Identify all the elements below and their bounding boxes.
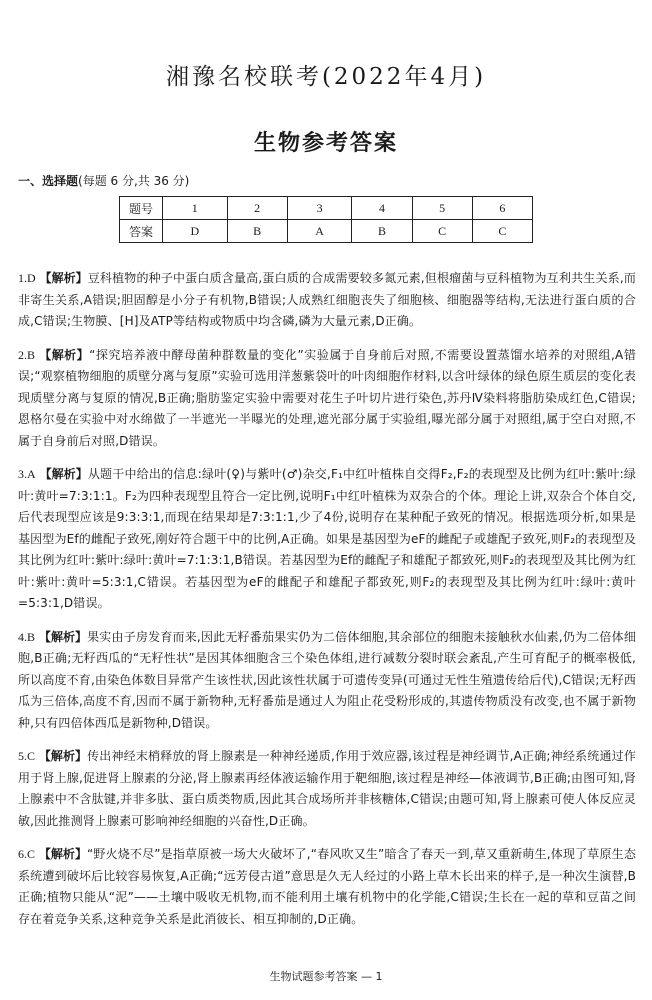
answer-cell: A [287, 220, 352, 243]
item-number: 3.A [18, 467, 36, 481]
answer-row [120, 220, 533, 243]
section-note: (每题 6 分,共 36 分) [78, 174, 190, 188]
row-label-number: 题号 [120, 197, 163, 220]
answer-cell: C [472, 220, 532, 243]
analysis-tag: 【解析】 [39, 467, 88, 481]
item-number: 5.C [18, 749, 36, 763]
explanation-item [18, 464, 636, 615]
item-number: 6.C [18, 847, 36, 861]
explanation-list [18, 256, 636, 934]
question-number-cell: 6 [472, 197, 532, 220]
question-number-row [120, 197, 533, 220]
item-text: 从题干中给出的信息:绿叶(♀)与紫叶(♂)杂交,F₁中红叶植株自交得F₂,F₂的表现型及比例为红叶:紫叶:绿叶:黄叶=7:3:1:1。F₂为四种表现型且符合一定比例,说明F₁中红叶植株为双杂合的个体。理论上讲,双杂合个体自交,后代表现型应该是9:3:3:1,而现在结果却是7:3:1:1,少了4份,说明存在某种配子致死的情况。根据选项分析,如果是基因型为Ef的雌配子致死,刚好符合题干中的比例,A正确。如果是基因型为eF的雌配子或雄配子致死,则F₂的表现型及其比例为红叶:紫叶:绿叶:黄叶=7:1:3:1,B错误。若基因型为Ef的雌配子和雄配子都致死,则F₂的表现型及其比例为红叶:紫叶:黄叶=5:3:1,C错误。若基因型为eF的雌配子和雄配子都致死,则F₂的表现型及其比例为红叶:绿叶:黄叶=5:3:1,D错误。 [18, 467, 636, 610]
analysis-tag: 【解析】 [38, 629, 88, 644]
section-heading [18, 172, 189, 189]
explanation-item [18, 844, 636, 930]
question-number-cell: 1 [163, 197, 228, 220]
page-title: 湘豫名校联考(2022年4月) [165, 64, 487, 90]
explanation-item [18, 268, 636, 333]
page-footer: 生物试题参考答案 — 1 [269, 970, 383, 983]
item-number: 4.B [18, 629, 36, 644]
answer-table [119, 196, 533, 243]
question-number-cell: 5 [412, 197, 472, 220]
explanation-item [18, 345, 636, 453]
explanation-item [18, 746, 636, 832]
item-text: “探究培养液中酵母菌种群数量的变化”实验属于自身前后对照,不需要设置蒸馏水培养的对照组,A错误;“观察植物细胞的质壁分离与复原”实验可选用洋葱紫袋叶的叶肉细胞作材料,以含叶绿体的绿色原生质层的变化表现质壁分离与复原的情况,B正确;脂肪鉴定实验中需要对花生子叶切片进行染色,苏丹Ⅳ染料将脂肪染成红色,C错误;恩格尔曼在实验中对水绵做了一半遮光一半曝光的处理,遮光部分属于实验组,曝光部分属于对照组,属于空白对照,不属于自身前后对照,D错误。 [18, 347, 636, 448]
answer-cell: B [352, 220, 412, 243]
section-label: 一、选择题 [18, 174, 79, 188]
page-subtitle: 生物参考答案 [253, 131, 398, 156]
item-text: “野火烧不尽”是指草原被一场大火破坏了,“春风吹又生”暗含了春天一到,草又重新萌生,体现了草原生态系统遭到破坏后比较容易恢复,A正确;“远芳侵古道”意思是久无人经过的小路上草木长出来的样子,是一种次生演替,B正确;植物只能从“泥”——土壤中吸收无机物,而不能利用土壤有机物中的化学能,C错误;生长在一起的草和豆苗之间存在着竞争关系,这种竞争关系是此消彼长、相互抑制的,D正确。 [18, 847, 636, 926]
analysis-tag: 【解析】 [38, 749, 88, 763]
question-number-cell: 3 [287, 197, 352, 220]
item-number: 1.D [18, 271, 36, 285]
row-label-answer: 答案 [120, 220, 163, 243]
item-text: 豆科植物的种子中蛋白质含量高,蛋白质的合成需要较多氮元素,但根瘤菌与豆科植物为互利共生关系,而非寄生关系,A错误;胆固醇是小分子有机物,B错误;人成熟红细胞丧失了细胞核、细胞器等结构,无法进行蛋白质的合成,C错误;生物膜、[H]及ATP等结构或物质中均含磷,磷为大量元素,D正确。 [18, 271, 636, 328]
answer-cell: C [412, 220, 472, 243]
analysis-tag: 【解析】 [39, 347, 90, 362]
answer-cell: D [163, 220, 228, 243]
question-number-cell: 4 [352, 197, 412, 220]
item-text: 传出神经末梢释放的肾上腺素是一种神经递质,作用于效应器,该过程是神经调节,A正确;神经系统通过作用于肾上腺,促进肾上腺素的分泌,肾上腺素再经体液运输作用于靶细胞,该过程是神经—体液调节,B正确;由图可知,肾上腺素中不含肽键,并非多肽、蛋白质类物质,因此其合成场所并非核糖体,C错误;由题可知,肾上腺素可使人体反应灵敏,因此推测肾上腺素可影响神经细胞的兴奋性,D正确。 [18, 749, 636, 828]
item-number: 2.B [18, 347, 36, 362]
analysis-tag: 【解析】 [39, 271, 88, 285]
explanation-item [18, 627, 636, 735]
question-number-cell: 2 [227, 197, 287, 220]
item-text: 果实由子房发育而来,因此无籽番茄果实仍为二倍体细胞,其余部位的细胞未接触秋水仙素,仍为二倍体细胞,B正确;无籽西瓜的“无籽性状”是因其体细胞含三个染色体组,进行减数分裂时联会紊乱,产生可育配子的概率极低,所以高度不育,由染色体数目异常产生该性状,因此该性状属于可遗传变异(可通过无性生殖遗传给后代),C错误;无籽西瓜为三倍体,高度不育,因而不属于新物种,无籽番茄是通过人为阻止花受粉形成的,其遗传物质没有改变,也不属于新物种,只有四倍体西瓜是新物种,D错误。 [18, 629, 636, 730]
answer-cell: B [227, 220, 287, 243]
analysis-tag: 【解析】 [38, 847, 87, 861]
